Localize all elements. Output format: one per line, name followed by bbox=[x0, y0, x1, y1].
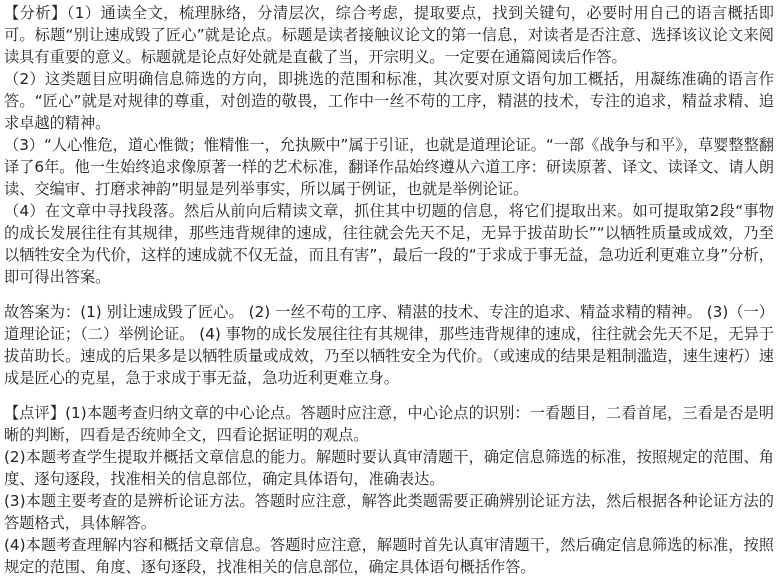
analysis-section bbox=[4, 2, 774, 288]
comment-paragraph-1: 【点评】(1)本题考查归纳文章的中心论点。答题时应注意，中心论点的识别：一看题目，二看首尾，三看是否是明晰的判断，四看是否统帅全文，四看论据证明的观点。 bbox=[4, 404, 774, 444]
comment-paragraph-4: (4)本题考查理解内容和概括文章信息。答题时应注意，解题时首先认真审清题干，然后确定信息筛选的标准，按照规定的范围、角度、逐句逐段，找准相关的信息部位，确定具体语句概括作答。 bbox=[4, 536, 774, 576]
analysis-paragraph-2: （2）这类题目应明确信息筛选的方向，即挑选的范围和标准，其次要对原文语句加工概括，用凝练准确的语言作答。“匠心”就是对规律的尊重，对创造的敬畏，工作中一丝不苟的工序，精湛的技术，专注的追求，精益求精、追求卓越的精神。 bbox=[4, 70, 774, 132]
answer-section bbox=[4, 301, 774, 389]
section-spacer bbox=[4, 389, 774, 402]
analysis-paragraph-1: 【分析】（1）通读全文，梳理脉络，分清层次，综合考虑，提取要点，找到关键句，必要时用自己的语言概括即可。标题“别让速成毁了匠心”就是论点。标题是读者接触议论文的第一信息，对读者是否注意、选择该议论文来阅读具有重要的意义。标题就是论点好处就是直截了当，开宗明义。一定要在通篇阅读后作答。 bbox=[4, 4, 774, 66]
analysis-paragraph-3: （3）“人心惟危，道心惟微；惟精惟一，允执厥中”属于引证，也就是道理论证。“一部《战争与和平》，草婴整整翻译了6年。他一生始终追求像原著一样的艺术标准，翻译作品始终遵从六道工序：研读原著、译文、读译文、请人朗读、交编审、打磨求神韵”明显是列举事实，所以属于例证，也就是举例论证。 bbox=[4, 136, 774, 198]
answer-paragraph: 故答案为：(1) 别让速成毁了匠心。 (2) 一丝不苟的工序、精湛的技术、专注的追求、精益求精的精神。 (3)（一）道理论证；（二）举例论证。 (4) 事物的成长发展往往有其规律，那些违背规律的速成，往往就会先天不足，无异于拔苗助长。速成的后果多是以牺牲质量或成效，乃至以牺牲安全为代价。（或速成的结果是粗制滥造，速生速朽）速成是匠心的克星，急于求成于事无益，急功近利更难立身。 bbox=[4, 303, 774, 387]
comment-paragraph-3: (3)本题主要考查的是辨析论证方法。答题时应注意，解答此类题需要正确辨别论证方法，然后根据各种论证方法的答题格式，具体解答。 bbox=[4, 492, 774, 532]
section-spacer bbox=[4, 288, 774, 301]
comment-section bbox=[4, 402, 774, 578]
analysis-paragraph-4: （4）在文章中寻找段落。然后从前向后精读文章，抓住其中切题的信息，将它们提取出来。如可提取第2段“事物的成长发展往往有其规律，那些违背规律的速成，往往就会先天不足，无异于拔苗助长”“以牺牲质量或成效，乃至以牺牲安全为代价，这样的速成就不仅无益，而且有害”，最后一段的“于求成于事无益，急功近利更难立身”分析，即可得出答案。 bbox=[4, 202, 774, 286]
comment-paragraph-2: (2)本题考查学生提取并概括文章信息的能力。解题时要认真审清题干，确定信息筛选的标准，按照规定的范围、角度、逐句逐段，找准相关的信息部位，确定具体语句，准确表达。 bbox=[4, 448, 774, 488]
